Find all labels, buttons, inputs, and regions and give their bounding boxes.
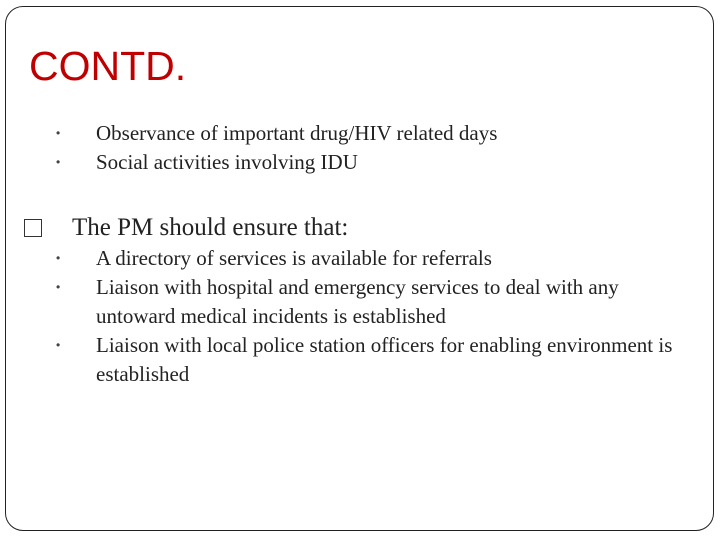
- list-item-text: Liaison with local police station officers for enabling environment is established: [96, 333, 673, 386]
- square-bullet-icon: [24, 219, 42, 237]
- dot-bullet-icon: •: [56, 155, 61, 169]
- main-point-text: The PM should ensure that:: [72, 214, 349, 241]
- list-item-text: A directory of services is available for referrals: [96, 246, 492, 270]
- list-item: [0, 273, 676, 331]
- list-item: [0, 331, 676, 389]
- list-item: [0, 148, 676, 177]
- main-point: [24, 211, 349, 245]
- dot-bullet-icon: •: [56, 126, 61, 140]
- second-bullet-list: [0, 244, 676, 389]
- list-item: [0, 119, 676, 148]
- slide-title: CONTD.: [29, 43, 187, 89]
- list-item-text: Social activities involving IDU: [96, 150, 358, 174]
- first-bullet-list: [0, 119, 676, 177]
- list-item: [0, 244, 676, 273]
- list-item-text: Observance of important drug/HIV related days: [96, 121, 498, 145]
- list-item-text: Liaison with hospital and emergency services to deal with any untoward medical incidents is established: [96, 275, 619, 328]
- dot-bullet-icon: •: [56, 280, 61, 294]
- dot-bullet-icon: •: [56, 251, 61, 265]
- dot-bullet-icon: •: [56, 338, 61, 352]
